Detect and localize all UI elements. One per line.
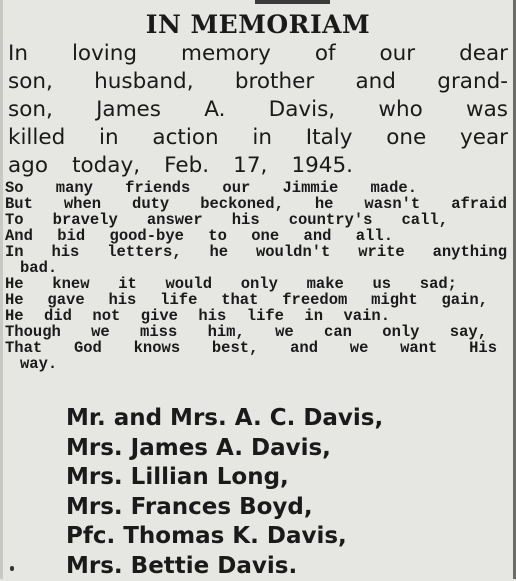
poem-line: He gave his life that freedom might gain, bbox=[5, 292, 488, 308]
poem-line: So many friends our Jimmie made. bbox=[5, 180, 417, 196]
intro-line: killed in action in Italy one year bbox=[8, 124, 508, 152]
signature-line: Mrs. Lillian Long, bbox=[66, 463, 383, 493]
intro-line: son, James A. Davis, who was bbox=[8, 96, 508, 124]
poem-line: Though we miss him, we can only say, bbox=[5, 324, 487, 340]
poem-line: To bravely answer his country's call, bbox=[5, 212, 448, 228]
signature-line: Pfc. Thomas K. Davis, bbox=[66, 522, 383, 552]
poem-line: He did not give his life in vain. bbox=[5, 308, 390, 324]
poem-line: way. bbox=[20, 356, 65, 372]
column-rule-left bbox=[0, 0, 3, 579]
intro-line: In loving memory of our dear bbox=[8, 40, 508, 68]
signature-line: Mrs. James A. Davis, bbox=[66, 434, 383, 464]
signature-line: Mr. and Mrs. A. C. Davis, bbox=[66, 404, 383, 434]
signature-line: Mrs. Frances Boyd, bbox=[66, 493, 383, 523]
intro-line: son, husband, brother and grand- bbox=[8, 68, 508, 96]
poem-line: In his letters, he wouldn't write anything bbox=[5, 244, 507, 260]
poem-line: He knew it would only make us sad; bbox=[5, 276, 457, 292]
ink-speck bbox=[10, 566, 14, 571]
signature-line: Mrs. Bettie Davis. bbox=[66, 552, 383, 581]
intro-line: ago today, Feb. 17, 1945. bbox=[8, 152, 353, 180]
memoriam-heading: IN MEMORIAM bbox=[0, 10, 516, 40]
signatures bbox=[66, 404, 383, 581]
poem-line: And bid good-bye to one and all. bbox=[5, 228, 393, 244]
poem-line: But when duty beckoned, he wasn't afraid bbox=[5, 196, 507, 212]
poem-line: That God knows best, and we want His bbox=[5, 340, 497, 356]
poem-line: bad. bbox=[20, 260, 64, 276]
top-rule bbox=[255, 0, 330, 4]
